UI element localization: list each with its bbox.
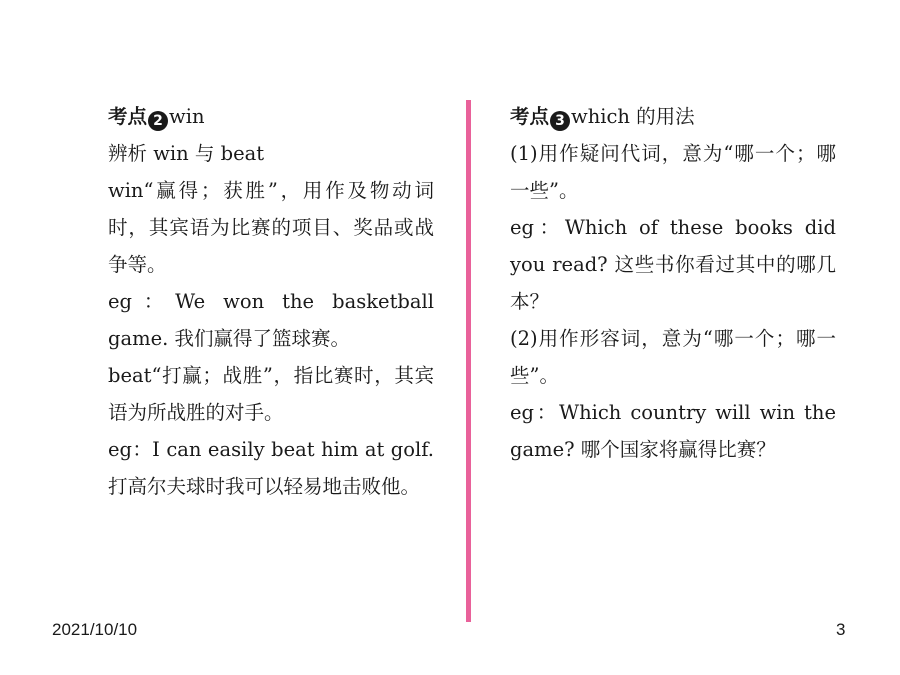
left-column — [108, 98, 434, 505]
left-heading — [108, 98, 434, 135]
right-column — [510, 98, 836, 468]
right-heading-keyword: 考点 — [510, 105, 550, 128]
right-paragraph: (1)用作疑问代词，意为“哪一个；哪一些”。 — [510, 142, 836, 202]
left-heading-text: win — [169, 105, 205, 128]
left-paragraph: eg：I can easily beat him at golf. 打高尔夫球时我可以轻易地击败他。 — [108, 438, 434, 498]
left-heading-keyword: 考点 — [108, 105, 148, 128]
page-number: 3 — [836, 620, 846, 639]
left-paragraph: beat“打赢；战胜”，指比赛时，其宾语为所战胜的对手。 — [108, 364, 434, 424]
left-paragraph: 辨析 win 与 beat — [108, 142, 265, 165]
left-heading-number-badge: 2 — [148, 111, 168, 131]
right-paragraph: (2)用作形容词，意为“哪一个；哪一些”。 — [510, 327, 836, 387]
left-paragraph: win“赢得；获胜”，用作及物动词时，其宾语为比赛的项目、奖品或战争等。 — [108, 179, 434, 276]
left-paragraph: eg：We won the basketball game. 我们赢得了篮球赛。 — [108, 290, 434, 350]
footer-date: 2021/10/10 — [52, 620, 138, 639]
right-paragraph: eg：Which country will win the game? 哪个国家将赢得比赛？ — [510, 401, 836, 461]
right-heading-number-badge: 3 — [550, 111, 570, 131]
right-heading — [510, 98, 836, 135]
column-divider — [466, 100, 471, 622]
right-heading-text: which 的用法 — [571, 105, 695, 128]
right-paragraph: eg：Which of these books did you read? 这些书你看过其中的哪几本？ — [510, 216, 836, 313]
